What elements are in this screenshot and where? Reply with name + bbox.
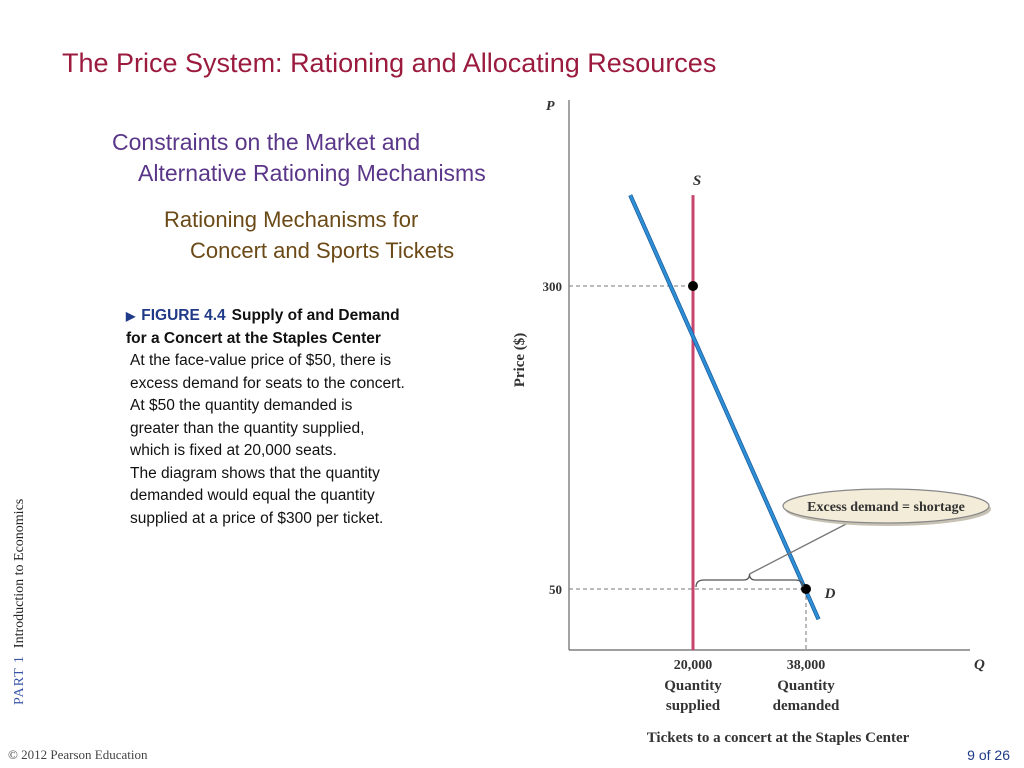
- y-axis-label: Price ($): [512, 332, 528, 388]
- equilibrium-point: [688, 281, 698, 291]
- shortage-brace: [696, 574, 803, 587]
- part-title: Introduction to Economics: [12, 498, 27, 649]
- demand-label: D: [824, 586, 836, 602]
- caption-line: At the face-value price of $50, there is: [130, 352, 392, 369]
- x-tick-sublabel: demanded: [772, 698, 840, 714]
- x-tick-label: 38,000: [786, 658, 826, 673]
- annotation-text: Excess demand = shortage: [807, 500, 965, 515]
- caption-line: greater than the quantity supplied,: [130, 419, 365, 437]
- caption-line: supplied at a price of $300 per ticket.: [130, 509, 384, 527]
- subsection-heading-line-1: Rationing Mechanisms for: [164, 207, 419, 232]
- annotation-leader: [750, 522, 851, 574]
- y-tick-label: 50: [549, 582, 562, 597]
- copyright: © 2012 Pearson Education: [8, 747, 148, 762]
- y-axis-symbol: P: [546, 99, 555, 114]
- x-tick-label: 20,000: [673, 658, 713, 673]
- supply-label: S: [692, 173, 702, 190]
- x-tick-sublabel: Quantity: [664, 678, 722, 694]
- section-heading-line-1: Constraints on the Market and: [112, 129, 421, 155]
- x-tick-sublabel: supplied: [665, 698, 721, 714]
- subsection-heading-line-2: Concert and Sports Tickets: [190, 238, 455, 263]
- figure-label: FIGURE 4.4: [141, 307, 226, 324]
- play-arrow-icon: ▶: [126, 309, 136, 323]
- part-number: PART 1: [12, 655, 27, 705]
- figure-title-1: Supply of and Demand: [231, 307, 400, 324]
- slide-title: The Price System: Rationing and Allocating Resources: [62, 48, 717, 78]
- section-heading-line-2: Alternative Rationing Mechanisms: [138, 160, 486, 186]
- caption-line: At $50 the quantity demanded is: [130, 397, 353, 414]
- demand-curve: [630, 195, 818, 619]
- x-axis-label: Tickets to a concert at the Staples Center: [646, 730, 910, 746]
- y-tick-label: 300: [542, 279, 562, 294]
- caption-line: excess demand for seats to the concert.: [130, 374, 405, 392]
- page-number: 9 of 26: [967, 747, 1010, 763]
- caption-line: The diagram shows that the quantity: [130, 464, 380, 482]
- caption-line: demanded would equal the quantity: [130, 487, 375, 504]
- x-axis-symbol: Q: [974, 657, 985, 673]
- x-tick-sublabel: Quantity: [777, 678, 835, 694]
- caption-line: which is fixed at 20,000 seats.: [130, 442, 337, 459]
- figure-title-2: for a Concert at the Staples Center: [126, 329, 381, 347]
